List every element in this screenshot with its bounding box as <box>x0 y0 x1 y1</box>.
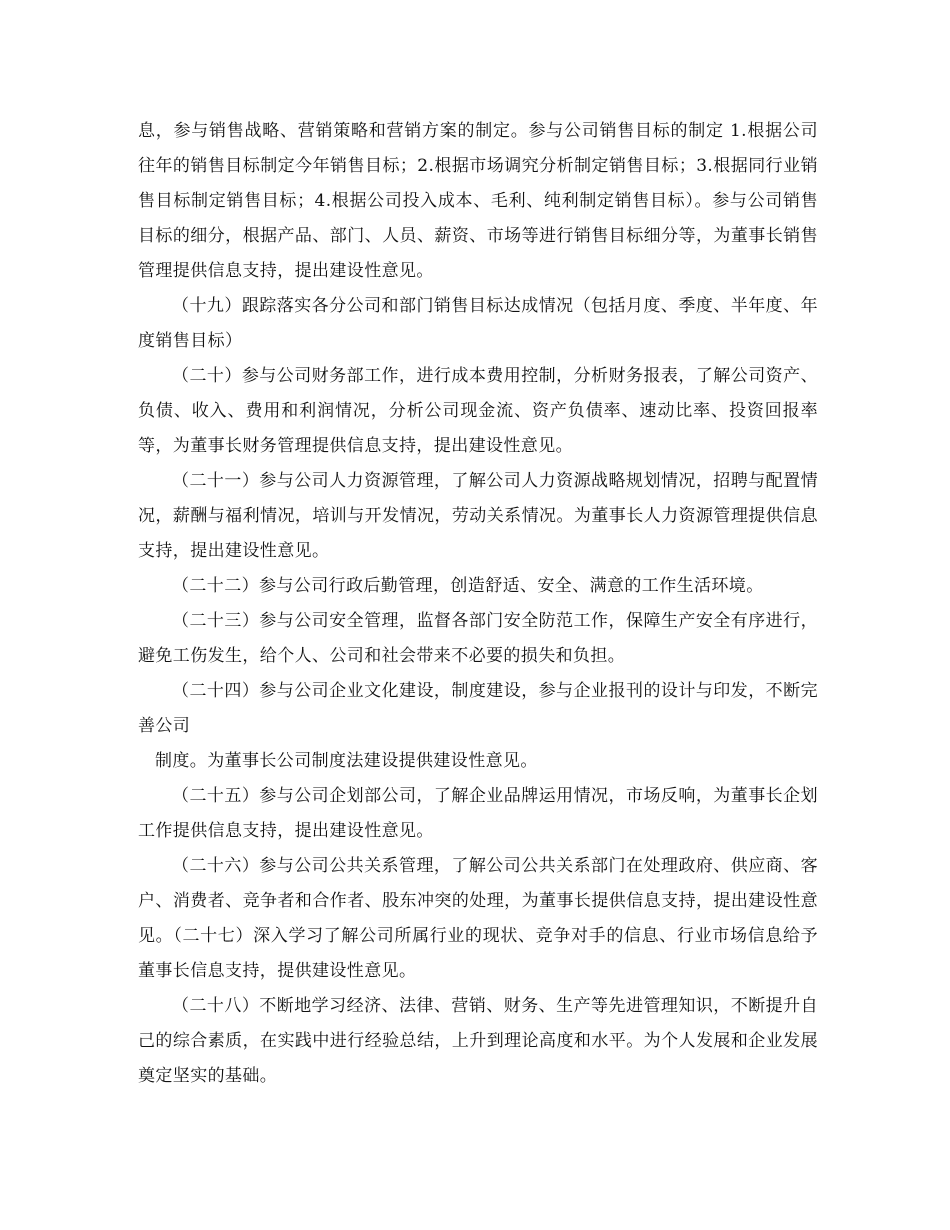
paragraph-item-25: （二十五）参与公司企划部公司，了解企业品牌运用情况，市场反响，为董事长企划工作提供信息支持，提出建设性意见。 <box>138 786 818 841</box>
paragraph-item-24: （二十四）参与公司企业文化建设，制度建设，参与企业报刊的设计与印发，不断完善公司 <box>138 681 818 736</box>
paragraph-item-19: （十九）跟踪落实各分公司和部门销售目标达成情况（包括月度、季度、半年度、年度销售目标） <box>138 296 818 351</box>
paragraph-item-24-continued: 制度。为董事长公司制度法建设提供建设性意见。 <box>155 751 538 771</box>
paragraph-item-22: （二十二）参与公司行政后勤管理，创造舒适、安全、满意的工作生活环境。 <box>172 576 764 596</box>
document-body <box>138 114 818 1094</box>
paragraph-item-20: （二十）参与公司财务部工作，进行成本费用控制，分析财务报表，了解公司资产、负债、收入、费用和利润情况，分析公司现金流、资产负债率、速动比率、投资回报率等，为董事长财务管理提供信息支持，提出建设性意见。 <box>138 366 818 456</box>
paragraph-item-26-27: （二十六）参与公司公共关系管理，了解公司公共关系部门在处理政府、供应商、客户、消费者、竞争者和合作者、股东冲突的处理，为董事长提供信息支持，提出建设性意见。（二十七）深入学习了解公司所属行业的现状、竞争对手的信息、行业市场信息给予董事长信息支持，提供建设性意见。 <box>138 856 818 981</box>
paragraph-sales-targets: 息，参与销售战略、营销策略和营销方案的制定。参与公司销售目标的制定 1.根据公司往年的销售目标制定今年销售目标；2.根据市场调究分析制定销售目标；3.根据同行业销售目标制定销售目标；4.根据公司投入成本、毛利、纯利制定销售目标）。参与公司销售目标的细分，根据产品、部门、人员、薪资、市场等进行销售目标细分等，为董事长销售管理提供信息支持，提出建设性意见。 <box>138 121 818 281</box>
paragraph-item-23: （二十三）参与公司安全管理，监督各部门安全防范工作，保障生产安全有序进行，避免工伤发生，给个人、公司和社会带来不必要的损失和负担。 <box>138 611 818 666</box>
paragraph-item-21: （二十一）参与公司人力资源管理，了解公司人力资源战略规划情况，招聘与配置情况，薪酬与福利情况，培训与开发情况，劳动关系情况。为董事长人力资源管理提供信息支持，提出建设性意见。 <box>138 471 818 561</box>
paragraph-item-28: （二十八）不断地学习经济、法律、营销、财务、生产等先进管理知识，不断提升自己的综合素质，在实践中进行经验总结，上升到理论高度和水平。为个人发展和企业发展奠定坚实的基础。 <box>138 996 818 1086</box>
